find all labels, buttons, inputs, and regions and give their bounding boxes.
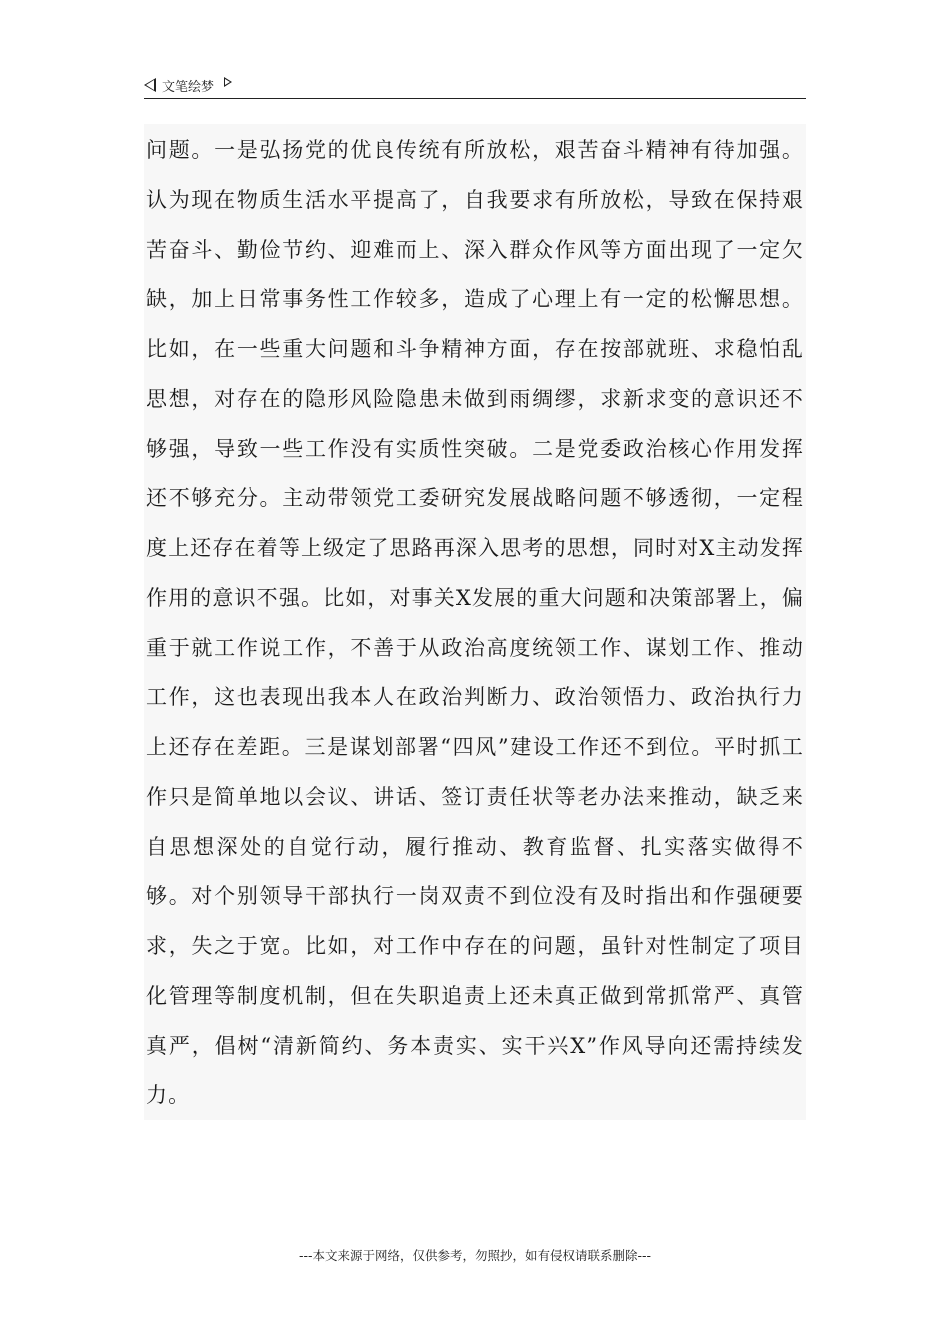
page-header — [144, 72, 806, 99]
document-body — [144, 124, 806, 1120]
body-paragraph: 问题。一是弘扬党的优良传统有所放松，艰苦奋斗精神有待加强。认为现在物质生活水平提高了，自我要求有所放松，导致在保持艰苦奋斗、勤俭节约、迎难而上、深入群众作风等方面出现了一定欠缺，加上日常事务性工作较多，造成了心理上有一定的松懈思想。比如，在一些重大问题和斗争精神方面，存在按部就班、求稳怕乱思想，对存在的隐形风险隐患未做到雨绸缪，求新求变的意识还不够强，导致一些工作没有实质性突破。二是党委政治核心作用发挥还不够充分。主动带领党工委研究发展战略问题不够透彻，一定程度上还存在着等上级定了思路再深入思考的思想，同时对X主动发挥作用的意识不强。比如，对事关X发展的重大问题和决策部署上，偏重于就工作说工作，不善于从政治高度统领工作、谋划工作、推动工作，这也表现出我本人在政治判断力、政治领悟力、政治执行力上还存在差距。三是谋划部署“四风”建设工作还不到位。平时抓工作只是简单地以会议、讲话、签订责任状等老办法来推动，缺乏来自思想深处的自觉行动，履行推动、教育监督、扎实落实做得不够。对个别领导干部执行一岗双责不到位没有及时指出和作强硬要求，失之于宽。比如，对工作中存在的问题，虽针对性制定了项目化管理等制度机制，但在失职追责上还未真正做到常抓常严、真管真严，倡树“清新简约、务本责实、实干兴X”作风导向还需持续发力。 — [146, 138, 804, 1108]
triangle-left-icon — [144, 78, 156, 92]
header-title: 文笔绘梦 — [162, 79, 215, 95]
footer-disclaimer: ---本文来源于网络，仅供参考，勿照抄，如有侵权请联系删除--- — [298, 1248, 652, 1263]
triangle-right-icon — [224, 77, 232, 87]
